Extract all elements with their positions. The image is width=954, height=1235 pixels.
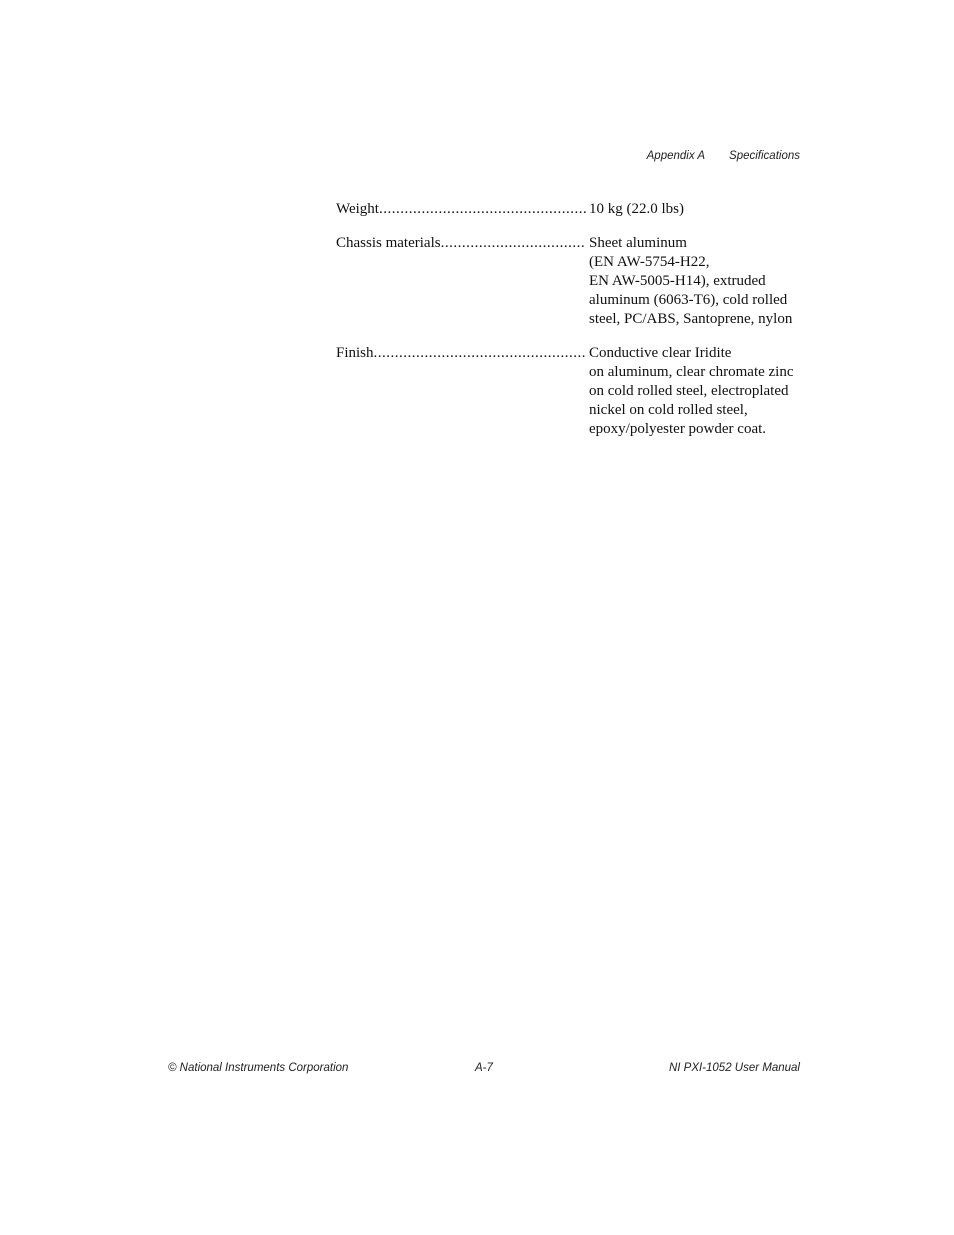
spec-label: Weight	[336, 201, 379, 217]
footer-manual-title: NI PXI-1052 User Manual	[668, 1062, 800, 1074]
dot-leader	[441, 234, 586, 329]
spec-row-chassis-materials	[336, 234, 806, 329]
spec-value: Conductive clear Iridite on aluminum, clear chromate zinc on cold rolled steel, electroplated nickel on cold rolled steel, epoxy/polyester powder coat.	[589, 345, 794, 437]
spec-value: 10 kg (22.0 lbs)	[589, 201, 684, 217]
spec-label: Finish	[336, 345, 374, 361]
spec-value: Sheet aluminum (EN AW-5754-H22, EN AW-5005-H14), extruded aluminum (6063-T6), cold rolled steel, PC/ABS, Santoprene, nylon	[589, 235, 793, 327]
running-header	[647, 150, 800, 162]
spec-label: Chassis materials	[336, 235, 441, 251]
dot-leader	[374, 344, 586, 439]
spec-row-weight	[336, 200, 806, 219]
header-section: Appendix A	[646, 150, 706, 162]
header-title: Specifications	[729, 150, 800, 162]
specifications-list	[336, 200, 806, 454]
dot-leader	[379, 200, 586, 219]
footer-page-number: A-7	[475, 1062, 493, 1074]
footer-copyright: © National Instruments Corporation	[168, 1062, 349, 1074]
spec-row-finish	[336, 344, 806, 439]
